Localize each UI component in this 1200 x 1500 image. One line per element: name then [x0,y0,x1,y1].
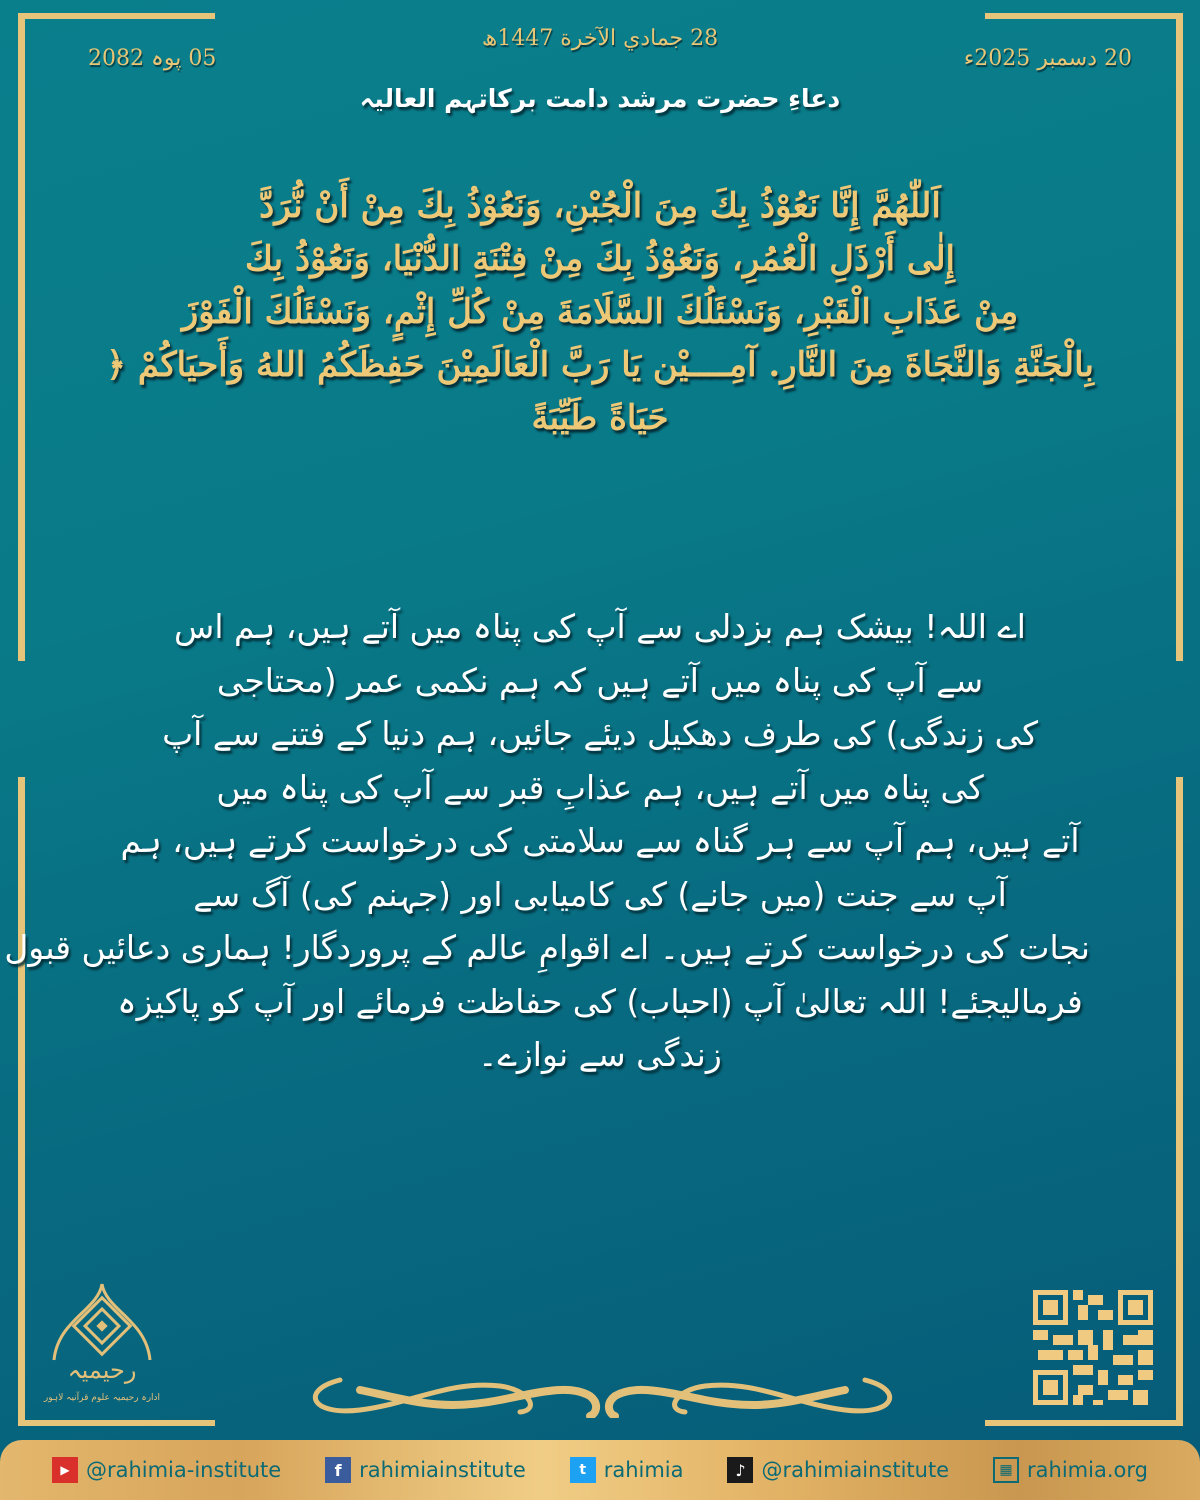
youtube-handle[interactable]: @rahimia-institute [85,1458,282,1482]
translation-line: فرمالیجئے! اللہ تعالیٰ آپ (احباب) کی حفاظت فرمائے اور آپ کو پاکیزہ [117,981,1083,1021]
rahimia-logo [40,1280,165,1410]
translation-line: زندگی سے نوازے۔ [478,1035,722,1074]
translation-line: سے آپ کی پناہ میں آتے ہیں کہ ہم نکمی عمر (محتاجی [216,660,984,700]
social-youtube[interactable] [52,1457,281,1483]
page-title: دعاءِ حضرت مرشد دامت برکاتہم العالیہ [359,84,841,113]
decorative-flourish [300,1370,905,1418]
website-icon: ▦ [993,1457,1019,1483]
logo-dome-icon [40,1280,165,1410]
tiktok-handle[interactable]: @rahimiainstitute [761,1458,950,1482]
translation-line: آتے ہیں، ہم آپ سے ہر گناہ سے سلامتی کی درخواست کرتے ہیں، ہم [120,821,1080,860]
social-footer [0,1440,1200,1500]
twitter-handle[interactable]: rahimia [603,1458,684,1482]
frame-top-left-h [18,13,215,19]
website-link[interactable]: rahimia.org [1027,1458,1148,1482]
frame-bottom-left-h [18,1420,215,1426]
facebook-handle[interactable]: rahimiainstitute [359,1458,526,1482]
social-website[interactable] [993,1457,1148,1483]
twitter-icon: t [570,1457,596,1483]
qr-code-icon [1033,1290,1153,1405]
translation-line: کی پناہ میں آتے ہیں، ہم عذابِ قبر سے آپ کی پناہ میں [216,767,984,807]
gregorian-date: 20 دسمبر 2025ء [963,46,1132,71]
social-tiktok[interactable] [727,1457,949,1483]
youtube-icon: ▶ [52,1457,78,1483]
translation-urdu [4,600,1090,1082]
hijri-date: 28 جمادي الآخرة 1447ھ [481,26,719,51]
translation-line: آپ سے جنت (میں جانے) کی کامیابی اور (جہنم کی) آگ سے [193,874,1007,914]
qr-code[interactable] [1033,1290,1153,1405]
translation-line: اے اللہ! بیشک ہم بزدلی سے آپ کی پناہ میں آتے ہیں، ہم اس [174,607,1026,646]
translation-line: کی زندگی) کی طرف دھکیل دیئے جائیں، ہم دنیا کے فتنے سے آپ [162,714,1038,753]
dua-arabic-line: اَللّٰهُمَّ إِنَّا نَعُوْذُ بِكَ مِنَ الْجُبْنِ، وَنَعُوْذُ بِكَ مِنْ أَنْ نُّرَدَّ [259,186,941,226]
dua-arabic-line: مِنْ عَذَابِ الْقَبْرِ، وَنَسْئَلُكَ السَّلَامَةَ مِنْ كُلِّ إِثْمٍ، وَنَسْئَلُكَ الْفَوْزَ [181,292,1019,332]
bikrami-date: 05 پوہ 2082 [88,46,217,71]
translation-line: نجات کی درخواست کرتے ہیں۔ اے اقوامِ عالم کے پروردگار! ہماری دعائیں قبول [4,928,1090,967]
facebook-icon: f [325,1457,351,1483]
frame-bottom-left-v [18,777,25,1426]
dua-arabic-line: بِالْجَنَّةِ وَالنَّجَاةَ مِنَ النَّارِ. آمِــــيْن يَا رَبَّ الْعَالَمِيْنَ حَفِظَكُمُ اللهُ وَأَحيَاكُمْ ﴿ [106,345,1094,385]
flourish-icon [300,1370,905,1418]
social-facebook[interactable] [325,1457,526,1483]
tiktok-icon: ♪ [727,1457,753,1483]
frame-bottom-right-h [985,1420,1182,1426]
social-twitter[interactable] [570,1457,684,1483]
frame-top-right-h [985,13,1182,19]
dua-arabic-line: حَيَاةً طَيِّبَةً [531,398,669,438]
svg-text:رحیمیہ: رحیمیہ [67,1356,137,1384]
svg-text:ادارہ رحیمیہ علوم قرآنیہ لاہور: ادارہ رحیمیہ علوم قرآنیہ لاہور [43,1393,161,1403]
dua-arabic-line: إِلٰى أَرْذَلِ الْعُمُرِ، وَنَعُوْذُ بِكَ مِنْ فِتْنَةِ الدُّنْيَا، وَنَعُوْذُ بِكَ [245,239,955,279]
frame-bottom-right-v [1176,777,1183,1426]
dua-arabic [70,180,1130,445]
